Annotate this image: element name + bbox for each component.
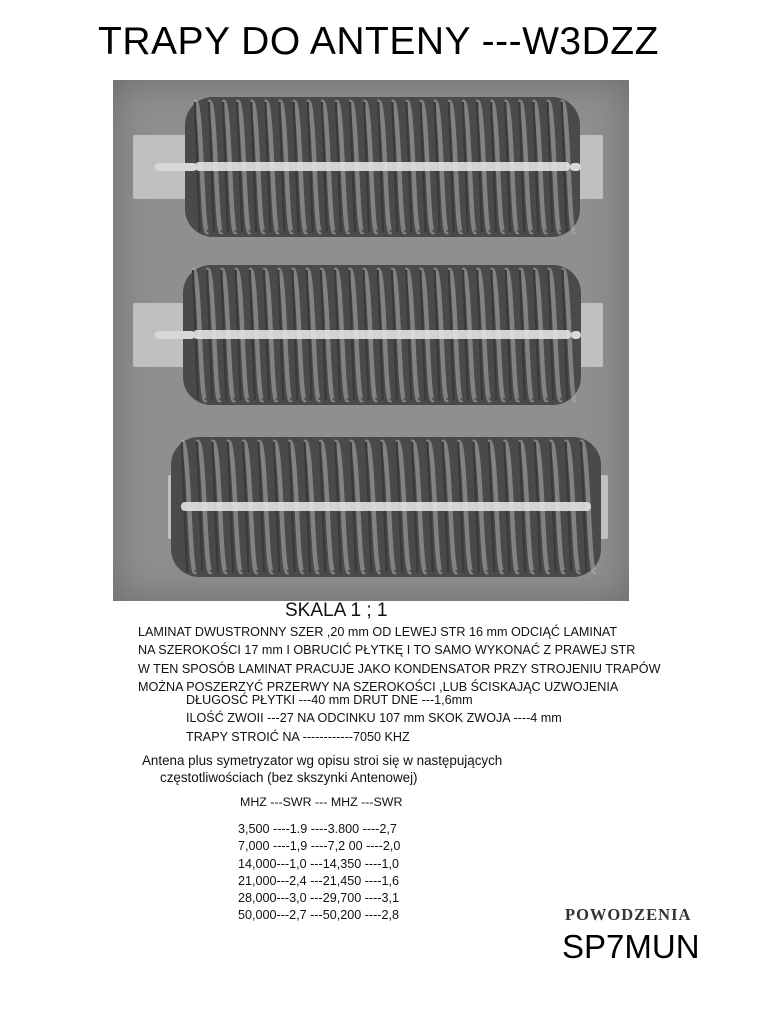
- page-title: TRAPY DO ANTENY ---W3DZZ: [98, 20, 659, 63]
- description-line: MOŻNA POSZERZYĆ PRZERWY NA SZEROKOŚCI ,LUB ŚCISKAJĄC UZWOJENIA: [138, 680, 619, 695]
- table-row: 7,000 ----1,9 ----7,2 00 ----2,0: [238, 839, 401, 854]
- coil-trap: [133, 97, 603, 237]
- coil-trap: [133, 265, 603, 405]
- description-line: NA SZEROKOŚCI 17 mm I OBRUCIĆ PŁYTKĘ I TO SAMO WYKONAĆ Z PRAWEJ STR: [138, 643, 636, 658]
- callsign: SP7MUN: [562, 928, 700, 965]
- spec-line: ILOŚĆ ZWOII ---27 NA ODCINKU 107 mm SKOK ZWOJA ----4 mm: [186, 711, 562, 726]
- description-block: [138, 623, 661, 697]
- description-line: LAMINAT DWUSTRONNY SZER ,20 mm OD LEWEJ STR 16 mm ODCIĄĆ LAMINAT: [138, 625, 618, 639]
- table-row: 14,000---1,0 ---14,350 ----1,0: [238, 856, 399, 871]
- description-line: W TEN SPOSÓB LAMINAT PRACUJE JAKO KONDENSATOR PRZY STROJENIU TRAPÓW: [138, 661, 661, 676]
- table-row: 28,000---3,0 ---29,700 ----3,1: [238, 891, 399, 906]
- swr-table: [238, 821, 400, 925]
- traps-photo: [113, 80, 629, 601]
- swr-table-header: MHZ ---SWR --- MHZ ---SWR: [240, 795, 403, 809]
- spec-block: [186, 691, 562, 746]
- greeting: POWODZENIA: [565, 905, 692, 924]
- note-line: częstotliwościach (bez skszynki Antenowej): [160, 770, 418, 785]
- spec-line: TRAPY STROIĆ NA ------------7050 KHZ: [186, 729, 410, 744]
- table-row: 21,000---2,4 ---21,450 ----1,6: [238, 873, 399, 888]
- table-row: 50,000---2,7 ---50,200 ----2,8: [238, 908, 399, 923]
- table-row: 3,500 ----1.9 ----3.800 ----2,7: [238, 822, 397, 836]
- antenna-trap-coils-photo: [113, 80, 629, 601]
- spec-line: DŁUGOSĆ PŁYTKI ---40 mm DRUT DNE ---1,6mm: [186, 693, 473, 707]
- coil-trap: [168, 437, 608, 577]
- note-line: Antena plus symetryzator wg opisu stroi się w następujących: [142, 753, 503, 768]
- scale-label: SKALA 1 ; 1: [285, 600, 388, 621]
